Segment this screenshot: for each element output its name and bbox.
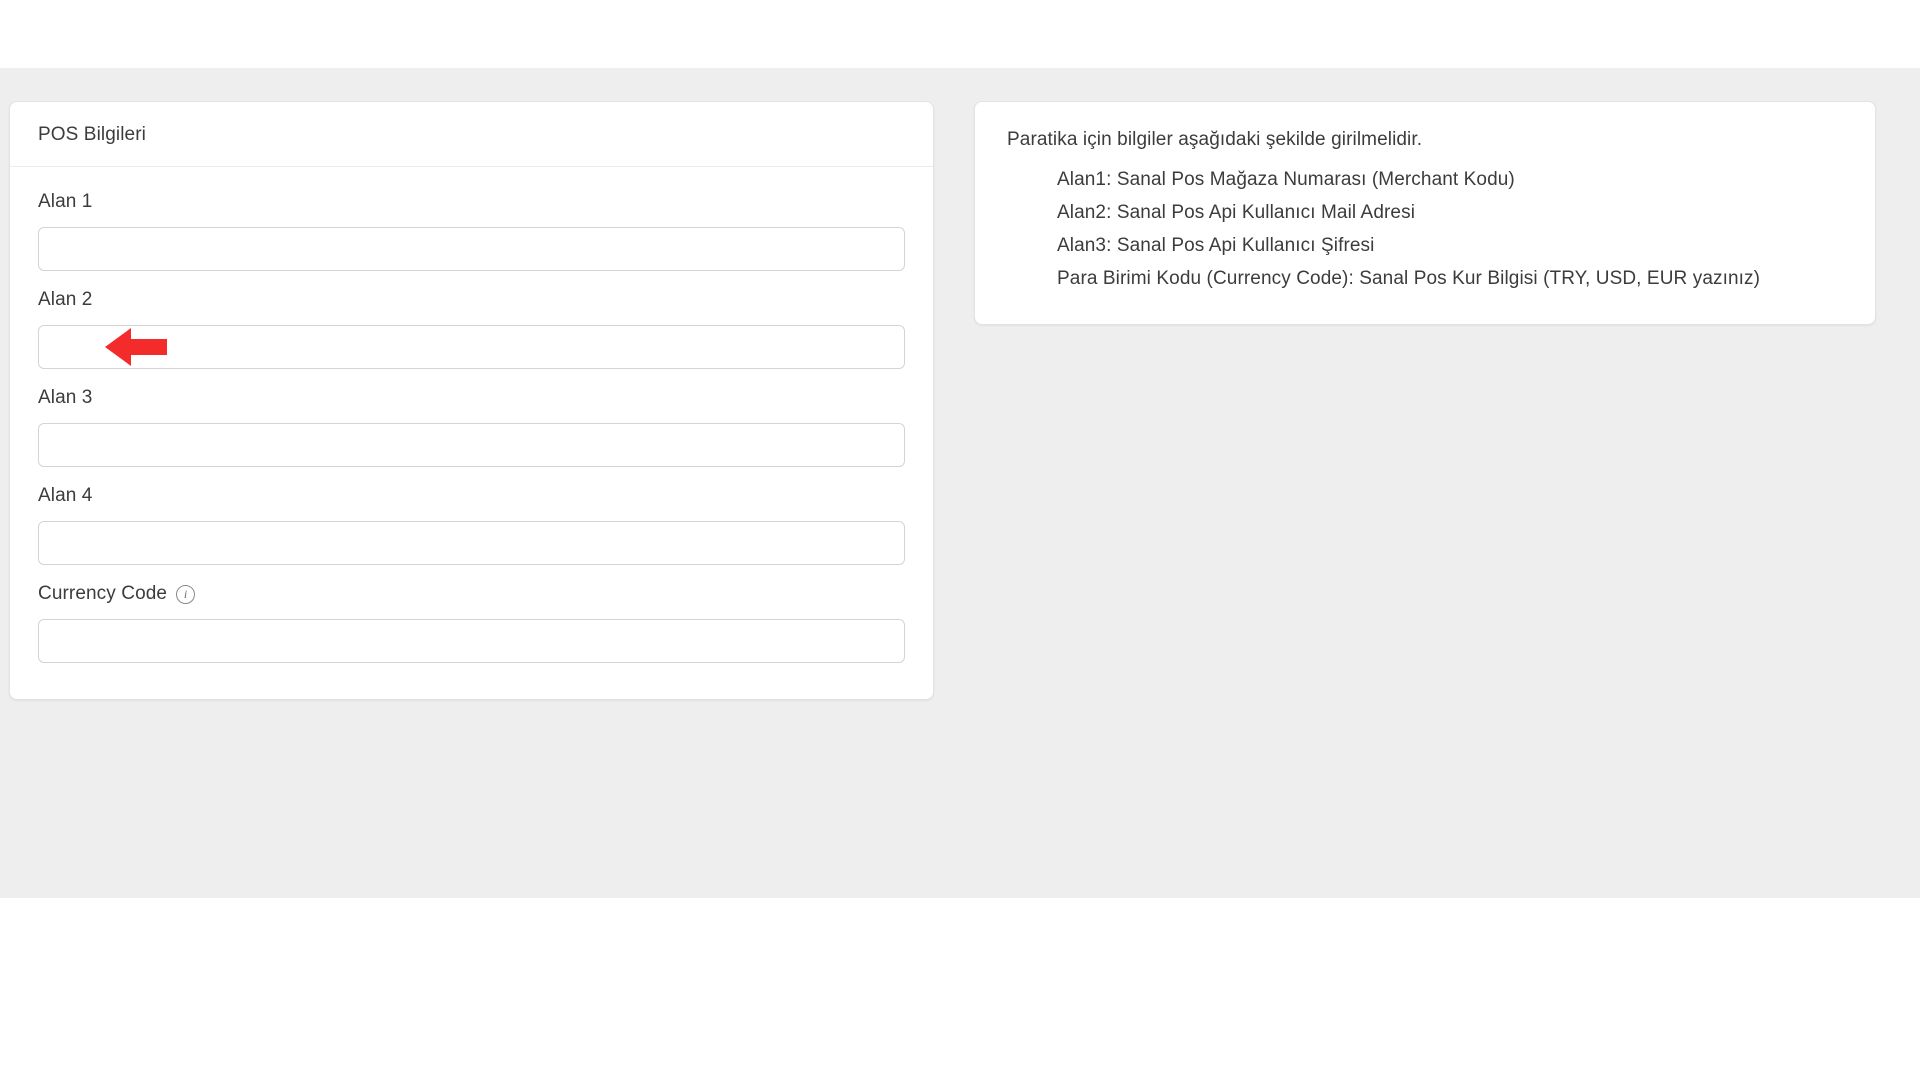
instructions-item-alan2: Alan2: Sanal Pos Api Kullanıcı Mail Adresi (1057, 202, 1416, 223)
alan-4-input[interactable] (38, 521, 905, 565)
alan-3-input[interactable] (38, 423, 905, 467)
field-alan-3-label (38, 387, 905, 409)
instructions-item-alan3: Alan3: Sanal Pos Api Kullanıcı Şifresi (1057, 235, 1375, 256)
currency-code-input[interactable] (38, 619, 905, 663)
field-alan-1-label-text: Alan 1 (38, 191, 93, 212)
alan-2-input[interactable] (38, 325, 905, 369)
instructions-item-alan1: Alan1: Sanal Pos Mağaza Numarası (Merchant Kodu) (1057, 169, 1515, 190)
field-alan-2-label (38, 289, 905, 311)
instructions-lead: Paratika için bilgiler aşağıdaki şekilde girilmelidir. (1007, 129, 1423, 150)
field-alan-2-label-text: Alan 2 (38, 289, 93, 310)
field-alan-3-label-text: Alan 3 (38, 387, 93, 408)
field-currency-code-label-text: Currency Code (38, 583, 168, 604)
instructions-item-currency: Para Birimi Kodu (Currency Code): Sanal Pos Kur Bilgisi (TRY, USD, EUR yazınız) (1057, 268, 1761, 289)
pos-info-card-body (10, 167, 933, 699)
page-content (0, 68, 1920, 898)
instructions-list (1007, 163, 1843, 295)
field-alan-4-label-text: Alan 4 (38, 485, 93, 506)
field-currency-code (38, 583, 905, 663)
pos-info-card (9, 101, 934, 700)
field-alan-4-label (38, 485, 905, 507)
field-alan-1 (38, 191, 905, 271)
instructions-card (974, 101, 1876, 325)
field-alan-3 (38, 387, 905, 467)
field-alan-4 (38, 485, 905, 565)
alan-1-input[interactable] (38, 227, 905, 271)
pos-info-card-title: POS Bilgileri (10, 102, 933, 167)
info-icon[interactable]: i (176, 585, 195, 604)
field-alan-2 (38, 289, 905, 369)
field-alan-1-label (38, 191, 905, 213)
field-currency-code-label (38, 583, 905, 605)
